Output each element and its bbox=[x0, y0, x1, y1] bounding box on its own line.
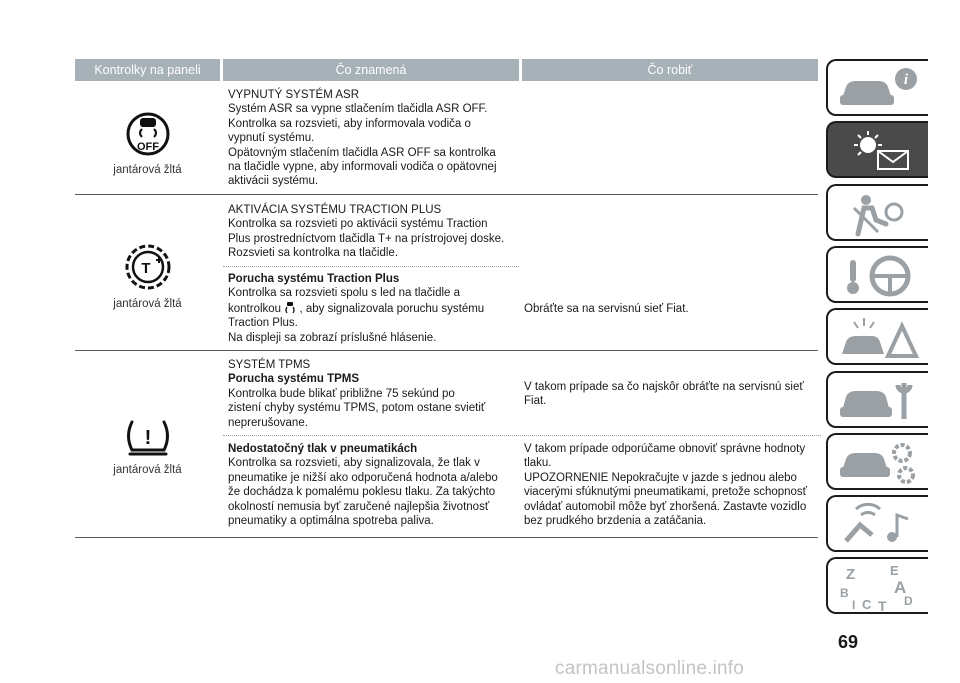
meaning-text: , aby signalizovala poruchu systému bbox=[299, 302, 485, 315]
technical-data-icon bbox=[836, 439, 922, 487]
meaning-line: Kontrolka sa rozsvieti spolu s led na tlačidle a bbox=[228, 287, 461, 300]
tab-maintenance[interactable] bbox=[826, 371, 928, 428]
action-line: Fiat. bbox=[524, 395, 547, 408]
tab-technical-data[interactable] bbox=[826, 433, 928, 490]
svg-text:!: ! bbox=[144, 427, 151, 449]
tpms-warning-light-icon bbox=[122, 414, 174, 458]
svg-text:T: T bbox=[140, 260, 151, 277]
color-label: jantárová žltá bbox=[113, 164, 182, 176]
asr-off-meaning bbox=[228, 88, 518, 189]
asr-off-warning-light-icon bbox=[120, 112, 176, 158]
svg-text:C: C bbox=[862, 597, 872, 612]
action-line: ovládať automobil môže byť zhoršená. Zastavte vozidlo bbox=[524, 500, 807, 513]
fault-title: Porucha systému TPMS bbox=[228, 373, 360, 386]
meaning-line: AKTIVÁCIA SYSTÉMU TRACTION PLUS bbox=[228, 204, 442, 216]
tpms-pressure-action bbox=[524, 442, 820, 528]
svg-text:Z: Z bbox=[846, 566, 856, 583]
meaning-line: Kontrolka sa rozsvieti, aby signalizovala, že tlak v bbox=[228, 457, 480, 470]
meaning-line: na tlačidle vypne, aby informovali vodiča o opätovnej bbox=[228, 161, 497, 174]
tpms-cell bbox=[75, 414, 220, 476]
header-warning-lights: Kontrolky na paneli bbox=[75, 59, 220, 81]
meaning-line: neprerušovane. bbox=[228, 416, 308, 429]
action-line: tlaku. bbox=[524, 457, 552, 470]
emergency-icon bbox=[836, 314, 922, 362]
fault-title: Nedostatočný tlak v pneumatikách bbox=[228, 443, 418, 455]
svg-text:OFF: OFF bbox=[136, 141, 159, 153]
tab-safety[interactable] bbox=[826, 184, 928, 241]
meaning-line: Rozsvieti sa kontrolka na tlačidle. bbox=[228, 247, 399, 260]
meaning-line: Opätovným stlačením tlačidla ASR OFF sa kontrolka bbox=[228, 146, 496, 159]
warning-lights-messages-icon bbox=[836, 127, 922, 175]
traction-plus-cell bbox=[75, 242, 220, 310]
meaning-line: že dochádza k pomalému poklesu tlaku. Za takýchto bbox=[228, 486, 496, 499]
action-line: bez prudkého brzdenia a zatáčania. bbox=[524, 515, 707, 528]
traction-fault-meaning bbox=[228, 272, 518, 345]
tab-car-info[interactable] bbox=[826, 59, 928, 116]
traction-activation-meaning bbox=[228, 203, 518, 261]
svg-text:T: T bbox=[878, 598, 887, 613]
meaning-line: Traction Plus. bbox=[228, 317, 298, 330]
meaning-line: zistení chyby systému TPMS, potom ostane svietiť bbox=[228, 402, 486, 415]
page-number: 69 bbox=[838, 632, 859, 652]
svg-text:E: E bbox=[890, 563, 899, 578]
maintenance-icon bbox=[836, 377, 922, 425]
color-label: jantárová žltá bbox=[113, 298, 182, 310]
fault-title: Porucha systému Traction Plus bbox=[228, 273, 400, 285]
car-info-icon bbox=[836, 65, 922, 113]
tpms-pressure-meaning bbox=[228, 442, 518, 528]
tpms-fault-action bbox=[524, 380, 820, 409]
svg-text:A: A bbox=[894, 578, 907, 597]
sub-divider bbox=[223, 266, 519, 267]
asr-off-cell bbox=[75, 112, 220, 176]
svg-text:i: i bbox=[903, 72, 909, 88]
index-icon bbox=[836, 563, 922, 613]
action-line: V takom prípade odporúčame obnoviť správne hodnoty bbox=[524, 443, 806, 455]
meaning-line: okolností nemusia byť zaručené najlepšia životnosť bbox=[228, 500, 490, 513]
meaning-line: VYPNUTÝ SYSTÉM ASR bbox=[228, 89, 360, 101]
meaning-line: pneumatiky a optimálna spotreba paliva. bbox=[228, 515, 434, 528]
table-bottom-line bbox=[75, 537, 818, 538]
multimedia-icon bbox=[836, 501, 922, 549]
meaning-line bbox=[228, 301, 518, 316]
starting-driving-icon bbox=[836, 252, 922, 300]
color-label: jantárová žltá bbox=[113, 464, 182, 476]
meaning-line: Systém ASR sa vypne stlačením tlačidla ASR OFF. bbox=[228, 103, 488, 116]
meaning-line: Na displeji sa zobrazí príslušné hlásenie. bbox=[228, 331, 437, 344]
sub-divider bbox=[223, 435, 821, 436]
meaning-line: Kontrolka bude blikať približne 75 sekúnd po bbox=[228, 387, 455, 400]
tab-warning-lights[interactable] bbox=[826, 121, 928, 178]
action-line: viacerými sfúknutými pneumatikami, pretože schopnosť bbox=[524, 486, 807, 499]
action-line: UPOZORNENIE Nepokračujte v jazde s jednou alebo bbox=[524, 471, 797, 484]
row-divider bbox=[75, 350, 818, 351]
tab-multimedia[interactable] bbox=[826, 495, 928, 552]
meaning-text: kontrolkou bbox=[228, 302, 282, 315]
tab-emergency[interactable] bbox=[826, 308, 928, 365]
meaning-line: Plus prostredníctvom tlačidla T+ na prístrojovej doske. bbox=[228, 232, 505, 245]
meaning-line: Kontrolka sa rozsvieti po aktivácii systému Traction bbox=[228, 218, 488, 231]
row-divider bbox=[75, 194, 818, 195]
tpms-fault-meaning bbox=[228, 358, 518, 430]
meaning-line: vypnutí systému. bbox=[228, 132, 315, 145]
svg-text:I: I bbox=[852, 598, 856, 612]
meaning-line: Kontrolka sa rozsvieti, aby informovala vodiča o bbox=[228, 117, 471, 130]
meaning-line: aktivácii systému. bbox=[228, 175, 319, 188]
tab-index[interactable] bbox=[826, 557, 928, 614]
action-line: V takom prípade sa čo najskôr obráťte na servisnú sieť bbox=[524, 381, 804, 393]
header-action: Čo robiť bbox=[522, 59, 818, 81]
watermark: carmanualsonline.info bbox=[555, 658, 745, 679]
meaning-line: pneumatike je nižší ako odporučená hodnota a/alebo bbox=[228, 471, 498, 484]
traction-plus-warning-light-icon bbox=[120, 242, 176, 292]
svg-text:B: B bbox=[840, 586, 849, 600]
tab-starting-driving[interactable] bbox=[826, 246, 928, 303]
traction-fault-action: Obráťte sa na servisnú sieť Fiat. bbox=[524, 303, 689, 315]
svg-text:D: D bbox=[904, 594, 913, 608]
esc-inline-icon bbox=[284, 301, 296, 314]
header-meaning: Čo znamená bbox=[223, 59, 519, 81]
safety-airbag-icon bbox=[836, 190, 922, 238]
meaning-line: SYSTÉM TPMS bbox=[228, 359, 311, 371]
